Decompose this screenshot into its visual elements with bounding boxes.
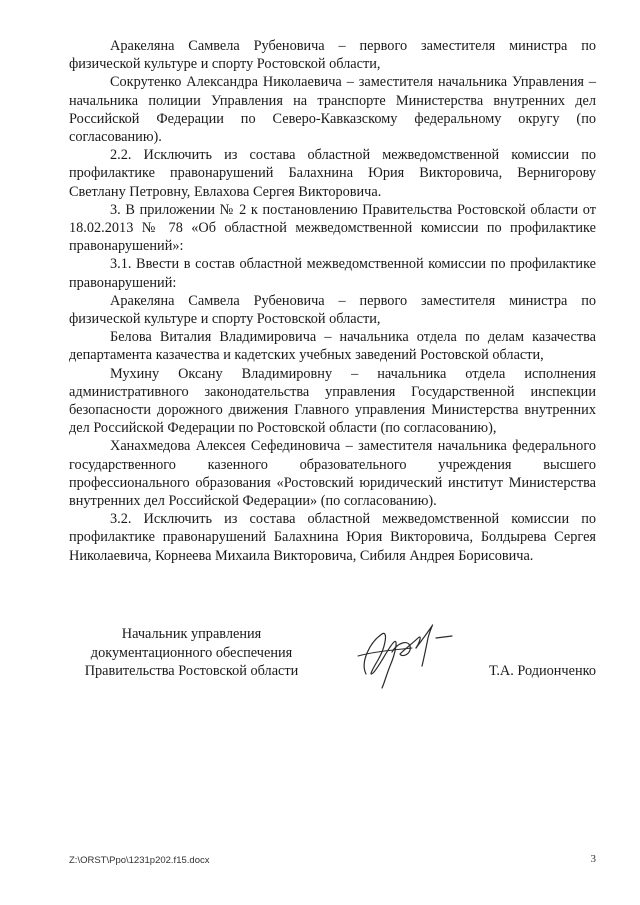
page-number: 3 (590, 853, 596, 865)
paragraph: 3.1. Ввести в состав областной межведомственной комиссии по профилактике правонарушений: (69, 256, 596, 291)
paragraph: Аракеляна Самвела Рубеновича – первого заместителя министра по физической культуре и спорту Ростовской области, (69, 292, 596, 328)
paragraph: 3. В приложении № 2 к постановлению Правительства Ростовской области от 18.02.2013 № 78 «Об областной межведомственной комиссии по профилактике правонарушений»: (69, 201, 596, 255)
signatory-position (69, 625, 314, 681)
paragraph: Аракеляна Самвела Рубеновича – первого заместителя министра по физической культуре и спорту Ростовской области, (69, 38, 596, 73)
signer-name: Т.А. Родионченко (489, 663, 596, 679)
paragraph: 2.2. Исключить из состава областной межведомственной комиссии по профилактике правонарушений Балахнина Юрия Викторовича, Вернигорову Светлану Петровну, Евлахова Сергея Викторовича. (69, 147, 596, 200)
document-body (69, 37, 596, 565)
paragraph: 3.2. Исключить из состава областной межведомственной комиссии по профилактике правонарушений Балахнина Юрия Викторовича, Болдырева Сергея Николаевича, Корнеева Михаила Викторовича, Сибиля Андрея Борисовича. (69, 511, 596, 564)
paragraph: Белова Виталия Владимировича – начальника отдела по делам казачества департамента казачества и кадетских учебных заведений Ростовской области, (69, 329, 596, 364)
position-line: Начальник управления (121, 626, 262, 642)
footer-file-path: Z:\ORST\Ppo\1231p202.f15.docx (69, 855, 210, 866)
position-line: документационного обеспечения (90, 644, 293, 661)
paragraph: Ханахмедова Алексея Сефединовича – заместителя начальника федерального государственного казенного образовательного учреждения высшего профессионального образования «Ростовский юридический институт Министерства внутренних дел Российской Федерации» (по согласованию). (69, 438, 596, 510)
position-line: Правительства Ростовской области (84, 663, 299, 679)
paragraph: Сокрутенко Александра Николаевича – заместителя начальника Управления – начальника полиции Управления на транспорте Министерства внутренних дел Российской Федерации по Северо-Кавказскому федеральному округу (по согласованию). (69, 74, 596, 146)
handwritten-signature (352, 612, 462, 692)
paragraph: Мухину Оксану Владимировну – начальника отдела исполнения административного законодательства управления Государственной инспекции безопасности дорожного движения Главного управления Министерства внутренних дел Российской Федерации по Ростовской области (по согласованию), (69, 365, 596, 437)
